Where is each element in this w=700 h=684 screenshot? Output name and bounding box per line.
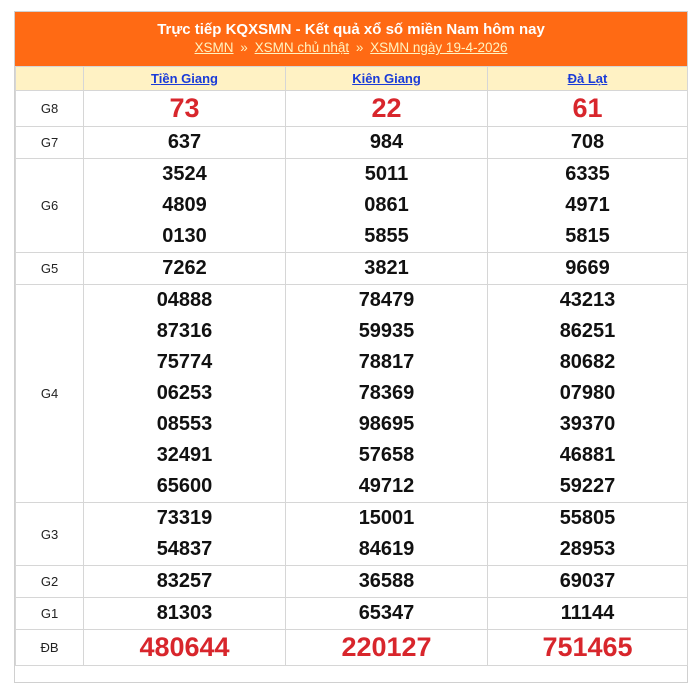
province-header: [488, 67, 688, 91]
prize-number: 86251: [559, 320, 616, 342]
province-header: [286, 67, 488, 91]
prize-cell: [84, 503, 286, 566]
prize-cell: [286, 630, 488, 666]
prize-number: 4809: [162, 194, 207, 216]
prize-number: 78369: [358, 382, 415, 404]
prize-number: 4971: [565, 194, 610, 216]
prize-cell: [488, 253, 688, 285]
prize-number: 78479: [358, 289, 415, 311]
prize-number: 65600: [156, 475, 213, 497]
prize-label: ĐB: [16, 630, 84, 666]
prize-label: G1: [16, 598, 84, 630]
prize-number: 22: [371, 93, 402, 123]
prize-row: [16, 127, 688, 159]
prize-cell: [84, 598, 286, 630]
prize-cell: [84, 91, 286, 127]
prize-number: 78817: [358, 351, 415, 373]
prize-number: 81303: [156, 602, 213, 624]
prize-number: 3524: [162, 163, 207, 185]
prize-label: G8: [16, 91, 84, 127]
prize-cell: [286, 566, 488, 598]
province-header: [84, 67, 286, 91]
prize-cell: [84, 630, 286, 666]
prize-label: G6: [16, 159, 84, 253]
prize-number: 46881: [559, 444, 616, 466]
prize-row: [16, 503, 688, 566]
prize-row: [16, 159, 688, 253]
prize-number: 220127: [341, 632, 432, 662]
prize-cell: [84, 285, 286, 503]
prize-cell: [488, 127, 688, 159]
prize-number: 0861: [364, 194, 409, 216]
prize-number: 0130: [162, 225, 207, 247]
corner-cell: [16, 67, 84, 91]
prize-number: 5011: [364, 163, 409, 185]
prize-number: 83257: [156, 570, 213, 592]
prize-number: 751465: [542, 632, 633, 662]
province-header-row: [16, 67, 688, 91]
link-xsmn[interactable]: XSMN: [194, 40, 234, 55]
prize-number: 5815: [565, 225, 610, 247]
prize-cell: [286, 127, 488, 159]
prize-number: 49712: [358, 475, 415, 497]
prize-number: 84619: [358, 538, 415, 560]
prize-cell: [286, 598, 488, 630]
prize-label: G4: [16, 285, 84, 503]
prize-number: 637: [167, 131, 202, 153]
prize-cell: [84, 253, 286, 285]
prize-number: 6335: [565, 163, 610, 185]
breadcrumb-separator: »: [240, 40, 248, 55]
prize-number: 9669: [565, 257, 610, 279]
prize-number: 5855: [364, 225, 409, 247]
breadcrumb-separator: »: [355, 40, 364, 55]
page-title: Trực tiếp KQXSMN - Kết quả xổ số miền Nam hôm nay: [157, 21, 545, 38]
breadcrumb: [15, 39, 687, 57]
prize-cell: [84, 127, 286, 159]
prize-label: G2: [16, 566, 84, 598]
prize-cell: [488, 598, 688, 630]
prize-number: 65347: [358, 602, 415, 624]
results-panel: [14, 11, 688, 683]
province-link-tien-giang[interactable]: Tiền Giang: [151, 71, 218, 86]
prize-number: 61: [572, 93, 603, 123]
prize-cell: [488, 503, 688, 566]
prize-number: 07980: [559, 382, 616, 404]
prize-row: [16, 91, 688, 127]
prize-number: 43213: [559, 289, 616, 311]
prize-number: 7262: [162, 257, 207, 279]
prize-number: 57658: [358, 444, 415, 466]
prize-label: G5: [16, 253, 84, 285]
prize-cell: [84, 159, 286, 253]
prize-label: G7: [16, 127, 84, 159]
prize-row: [16, 285, 688, 503]
province-link-kien-giang[interactable]: Kiên Giang: [352, 71, 421, 86]
prize-number: 59935: [358, 320, 415, 342]
link-xsmn-date[interactable]: XSMN ngày 19-4-2026: [370, 40, 508, 55]
prize-row: [16, 630, 688, 666]
prize-cell: [84, 566, 286, 598]
prize-cell: [488, 630, 688, 666]
prize-cell: [286, 253, 488, 285]
prize-number: 87316: [156, 320, 213, 342]
prize-cell: [488, 566, 688, 598]
prize-number: 80682: [559, 351, 616, 373]
prize-number: 11144: [560, 602, 615, 624]
prize-number: 06253: [156, 382, 213, 404]
prize-cell: [488, 285, 688, 503]
prize-cell: [286, 285, 488, 503]
prize-number: 73: [169, 93, 200, 123]
prize-row: [16, 566, 688, 598]
prize-number: 55805: [559, 507, 616, 529]
prize-number: 73319: [156, 507, 213, 529]
prize-number: 59227: [559, 475, 616, 497]
prize-row: [16, 253, 688, 285]
prize-number: 3821: [364, 257, 409, 279]
prize-number: 75774: [156, 351, 213, 373]
prize-row: [16, 598, 688, 630]
prize-number: 708: [570, 131, 605, 153]
prize-cell: [286, 91, 488, 127]
prize-label: G3: [16, 503, 84, 566]
province-link-da-lat[interactable]: Đà Lạt: [567, 71, 608, 86]
results-header: [15, 12, 687, 66]
prize-number: 69037: [559, 570, 616, 592]
prize-number: 984: [369, 131, 404, 153]
prize-cell: [286, 503, 488, 566]
prize-number: 36588: [358, 570, 415, 592]
prize-number: 28953: [559, 538, 616, 560]
prize-cell: [286, 159, 488, 253]
prize-number: 54837: [156, 538, 213, 560]
prize-cell: [488, 91, 688, 127]
prize-cell: [488, 159, 688, 253]
prize-number: 04888: [156, 289, 213, 311]
prize-number: 15001: [358, 507, 415, 529]
results-table: [15, 66, 688, 666]
link-xsmn-sunday[interactable]: XSMN chủ nhật: [254, 40, 350, 55]
prize-number: 32491: [156, 444, 213, 466]
prize-number: 39370: [559, 413, 616, 435]
prize-number: 98695: [358, 413, 415, 435]
prize-number: 08553: [156, 413, 213, 435]
prize-number: 480644: [139, 632, 230, 662]
